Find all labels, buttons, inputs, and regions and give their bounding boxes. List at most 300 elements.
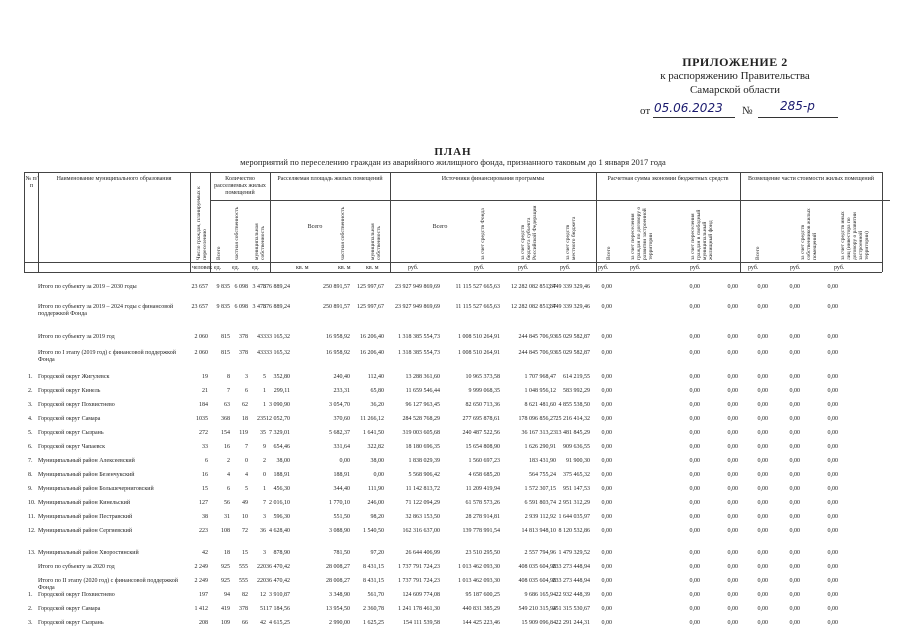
- cell-sav-a: 0,00: [689, 334, 700, 340]
- cell-region: 1 707 968,47: [524, 374, 556, 380]
- cell-people: 33: [202, 444, 208, 450]
- cell-r-priv: 66: [242, 620, 248, 626]
- header-extra-a: за счет средств собственников жилых помещений: [800, 208, 818, 260]
- cell-ext-b: 0,00: [827, 620, 838, 626]
- cell-sav: 0,00: [601, 388, 612, 394]
- cell-area: 2 016,10: [269, 500, 290, 506]
- row-municipality: Итого по I этапу (2019 год) с финансовой поддержкой Фонда: [38, 350, 176, 363]
- cell-a-mun: 36,20: [370, 402, 384, 408]
- unit-label: руб.: [408, 265, 419, 271]
- cell-sav: 0,00: [601, 350, 612, 356]
- cell-fund: 23 510 295,50: [465, 550, 500, 556]
- unit-label: руб.: [630, 265, 641, 271]
- date-prefix: от: [640, 105, 651, 117]
- cell-sav-a: 0,00: [689, 500, 700, 506]
- row-number: 8.: [28, 472, 33, 478]
- cell-r-priv: 119: [239, 430, 248, 436]
- cell-r-priv: 6 098: [234, 284, 248, 290]
- cell-ext-a: 0,00: [789, 620, 800, 626]
- cell-a-mun: 112,40: [367, 374, 384, 380]
- cell-sav-a: 0,00: [689, 350, 700, 356]
- cell-r-mun: 42: [260, 620, 266, 626]
- cell-a-priv: 2 990,00: [329, 620, 350, 626]
- cell-local: 65 029 582,87: [555, 350, 590, 356]
- cell-people: 2 060: [194, 350, 208, 356]
- cell-total: 1 318 385 554,73: [398, 334, 440, 340]
- cell-people: 184: [199, 402, 208, 408]
- cell-ext: 0,00: [757, 564, 768, 570]
- cell-sav-a: 0,00: [689, 620, 700, 626]
- cell-r-mun: 1: [263, 486, 266, 492]
- cell-sav: 0,00: [601, 304, 612, 310]
- cell-ext-a: 0,00: [789, 334, 800, 340]
- cell-a-mun: 1 540,50: [363, 528, 384, 534]
- cell-ext-b: 0,00: [827, 528, 838, 534]
- cell-region: 6 591 803,74: [524, 500, 556, 506]
- cell-local: 8 120 532,86: [558, 528, 590, 534]
- cell-sav: 0,00: [601, 458, 612, 464]
- cell-sav: 0,00: [601, 564, 612, 570]
- cell-people: 21: [202, 388, 208, 394]
- cell-sav: 0,00: [601, 578, 612, 584]
- cell-sav-b: 0,00: [727, 606, 738, 612]
- cell-sav-b: 0,00: [727, 578, 738, 584]
- header-funding-fund: за счет средств Фонда: [480, 208, 486, 260]
- cell-total: 11 142 813,72: [405, 486, 440, 492]
- cell-ext-a: 0,00: [789, 458, 800, 464]
- cell-fund: 61 578 573,26: [465, 500, 500, 506]
- unit-label: руб.: [748, 265, 759, 271]
- row-municipality: Городской округ Самара: [38, 416, 101, 422]
- header-name: Наименование муниципального образования: [56, 176, 172, 182]
- cell-total: 96 127 963,45: [405, 402, 440, 408]
- cell-r-mun: 220: [257, 564, 266, 570]
- cell-total: 124 609 774,08: [402, 592, 440, 598]
- cell-ext-a: 0,00: [789, 350, 800, 356]
- cell-r-mun: 2: [263, 458, 266, 464]
- header-rooms-municipal: муниципальная собственность: [254, 223, 266, 260]
- cell-ext: 0,00: [757, 458, 768, 464]
- row-municipality: Итого по субъекту за 2020 год: [38, 564, 115, 570]
- cell-sav-a: 0,00: [689, 430, 700, 436]
- cell-a-priv: 0,00: [339, 458, 350, 464]
- cell-r-priv: 49: [242, 500, 248, 506]
- cell-people: 15: [202, 486, 208, 492]
- cell-a-priv: 250 891,57: [323, 284, 350, 290]
- cell-rooms: 7: [227, 388, 230, 394]
- cell-sav-a: 0,00: [689, 416, 700, 422]
- cell-sav-a: 0,00: [689, 564, 700, 570]
- cell-a-priv: 16 958,92: [326, 334, 350, 340]
- cell-a-priv: 28 008,27: [326, 578, 350, 584]
- cell-a-mun: 246,00: [367, 500, 384, 506]
- cell-a-priv: 344,40: [333, 486, 350, 492]
- cell-sav-b: 0,00: [727, 620, 738, 626]
- cell-ext-b: 0,00: [827, 486, 838, 492]
- row-municipality: Итого по II этапу (2020 год) с финансовой поддержкой Фонда: [38, 578, 178, 591]
- header-funding-total: Всего: [432, 224, 448, 230]
- cell-area: 38,00: [276, 458, 290, 464]
- cell-a-mun: 561,70: [367, 592, 384, 598]
- cell-ext: 0,00: [757, 528, 768, 534]
- cell-people: 223: [199, 528, 208, 534]
- cell-ext: 0,00: [757, 374, 768, 380]
- cell-ext-b: 0,00: [827, 592, 838, 598]
- row-municipality: Городской округ Сызрань: [38, 430, 104, 436]
- unit-label: руб.: [474, 265, 485, 271]
- cell-r-mun: 1: [263, 388, 266, 394]
- cell-region: 549 210 315,94: [518, 606, 556, 612]
- row-number: 7.: [28, 458, 33, 464]
- cell-a-priv: 781,50: [333, 550, 350, 556]
- header-savings-b: за счет переселения граждан в свободный муниципальный жилищный фонд: [690, 209, 714, 260]
- cell-r-mun: 3 478: [252, 284, 266, 290]
- cell-local: 614 219,55: [563, 374, 590, 380]
- cell-sav-b: 0,00: [727, 402, 738, 408]
- cell-ext-b: 0,00: [827, 606, 838, 612]
- cell-fund: 440 831 385,29: [462, 606, 500, 612]
- unit-label: руб.: [598, 265, 609, 271]
- cell-ext-b: 0,00: [827, 374, 838, 380]
- cell-fund: 10 965 373,58: [465, 374, 500, 380]
- header-rooms-private: частная собственность: [234, 206, 240, 260]
- cell-ext-b: 0,00: [827, 304, 838, 310]
- cell-ext-a: 0,00: [789, 304, 800, 310]
- cell-total: 1 241 178 461,30: [398, 606, 440, 612]
- cell-fund: 15 654 808,90: [465, 444, 500, 450]
- row-number: 1.: [28, 592, 33, 598]
- cell-rooms: 94: [224, 592, 230, 598]
- cell-sav-a: 0,00: [689, 304, 700, 310]
- row-number: 10.: [28, 500, 36, 506]
- cell-fund: 277 695 878,61: [462, 416, 500, 422]
- row-number: 2.: [28, 388, 33, 394]
- header-area-total: Всего: [307, 224, 323, 230]
- cell-ext: 0,00: [757, 472, 768, 478]
- cell-rooms: 109: [221, 620, 230, 626]
- cell-ext-b: 0,00: [827, 284, 838, 290]
- cell-region: 244 845 706,93: [518, 350, 556, 356]
- appendix-block: [650, 55, 820, 97]
- cell-r-priv: 82: [242, 592, 248, 598]
- cell-r-priv: 15: [242, 550, 248, 556]
- cell-ext-a: 0,00: [789, 606, 800, 612]
- cell-r-priv: 378: [239, 334, 248, 340]
- cell-rooms: 815: [221, 350, 230, 356]
- cell-total: 5 568 906,42: [408, 472, 440, 478]
- cell-sav: 0,00: [601, 472, 612, 478]
- cell-ext: 0,00: [757, 592, 768, 598]
- cell-area: 17 184,56: [266, 606, 290, 612]
- cell-region: 1 048 956,12: [524, 388, 556, 394]
- cell-ext-b: 0,00: [827, 416, 838, 422]
- cell-sav-b: 0,00: [727, 334, 738, 340]
- cell-ext-a: 0,00: [789, 472, 800, 478]
- cell-region: 36 167 313,23: [521, 430, 556, 436]
- cell-total: 26 644 406,99: [405, 550, 440, 556]
- cell-a-priv: 331,64: [333, 444, 350, 450]
- cell-rooms: 154: [221, 430, 230, 436]
- cell-people: 1035: [196, 416, 208, 422]
- cell-a-priv: 3 088,90: [329, 528, 350, 534]
- cell-a-priv: 1 770,10: [329, 500, 350, 506]
- row-municipality: Городской округ Сызрань: [38, 620, 104, 626]
- row-number: 11.: [28, 514, 36, 520]
- cell-total: 162 316 637,00: [402, 528, 440, 534]
- cell-area: 456,30: [273, 486, 290, 492]
- cell-sav-a: 0,00: [689, 514, 700, 520]
- cell-r-mun: 36: [260, 528, 266, 534]
- cell-area: 376 889,24: [263, 284, 290, 290]
- cell-sav-a: 0,00: [689, 578, 700, 584]
- header-rooms-total: Всего: [216, 246, 222, 260]
- cell-a-priv: 250 891,57: [323, 304, 350, 310]
- cell-local: 233 273 448,94: [552, 564, 590, 570]
- cell-ext: 0,00: [757, 350, 768, 356]
- cell-area: 12 052,70: [266, 416, 290, 422]
- cell-r-priv: 378: [239, 350, 248, 356]
- cell-r-mun: 51: [260, 606, 266, 612]
- header-people: Число граждан, планируемых к переселению: [196, 186, 208, 260]
- cell-total: 284 528 768,29: [402, 416, 440, 422]
- cell-sav-a: 0,00: [689, 528, 700, 534]
- cell-people: 208: [199, 620, 208, 626]
- cell-a-mun: 125 997,67: [357, 284, 384, 290]
- cell-rooms: 9 835: [216, 284, 230, 290]
- cell-rooms: 108: [221, 528, 230, 534]
- handwritten-number: 285-р: [780, 99, 815, 113]
- cell-sav: 0,00: [601, 374, 612, 380]
- cell-rooms: 815: [221, 334, 230, 340]
- cell-ext-b: 0,00: [827, 444, 838, 450]
- row-number: 6.: [28, 444, 33, 450]
- cell-a-mun: 38,00: [370, 458, 384, 464]
- cell-r-priv: 10: [242, 514, 248, 520]
- cell-rooms: 18: [224, 550, 230, 556]
- cell-sav: 0,00: [601, 592, 612, 598]
- cell-ext-a: 0,00: [789, 514, 800, 520]
- cell-r-priv: 18: [242, 416, 248, 422]
- plan-subtitle: мероприятий по переселению граждан из аварийного жилищного фонда, признанного таковым до 1 января 2017 года: [240, 157, 666, 167]
- unit-label: кв. м: [296, 265, 309, 271]
- cell-fund: 144 425 223,46: [462, 620, 500, 626]
- row-municipality: Городской округ Кинель: [38, 388, 101, 394]
- cell-fund: 1 008 510 264,91: [458, 334, 500, 340]
- row-municipality: Муниципальный район Безенчукский: [38, 472, 135, 478]
- cell-ext: 0,00: [757, 430, 768, 436]
- cell-area: 376 889,24: [263, 304, 290, 310]
- cell-a-mun: 16 206,40: [360, 334, 384, 340]
- cell-sav-a: 0,00: [689, 284, 700, 290]
- number-underline: [758, 117, 838, 118]
- cell-a-priv: 16 958,92: [326, 350, 350, 356]
- unit-label: ед.: [252, 265, 260, 271]
- cell-sav: 0,00: [601, 334, 612, 340]
- cell-sav: 0,00: [601, 620, 612, 626]
- cell-r-mun: 3: [263, 550, 266, 556]
- cell-ext-a: 0,00: [789, 486, 800, 492]
- cell-ext: 0,00: [757, 606, 768, 612]
- cell-sav-a: 0,00: [689, 592, 700, 598]
- cell-local: 233 273 448,94: [552, 578, 590, 584]
- header-funding-region: за счет средств бюджета субъекта Российской Федерации: [520, 205, 538, 260]
- cell-ext-a: 0,00: [789, 388, 800, 394]
- cell-people: 2 249: [194, 578, 208, 584]
- cell-sav-b: 0,00: [727, 528, 738, 534]
- cell-ext-b: 0,00: [827, 334, 838, 340]
- cell-r-mun: 433: [257, 350, 266, 356]
- cell-sav-b: 0,00: [727, 304, 738, 310]
- cell-people: 2 060: [194, 334, 208, 340]
- cell-rooms: 4: [227, 472, 230, 478]
- cell-local: 3 449 339 329,46: [548, 304, 590, 310]
- cell-people: 16: [202, 472, 208, 478]
- cell-r-mun: 433: [257, 334, 266, 340]
- cell-total: 13 288 361,60: [405, 374, 440, 380]
- cell-sav-b: 0,00: [727, 514, 738, 520]
- cell-r-priv: 6 098: [234, 304, 248, 310]
- header-savings: Расчетная сумма экономии бюджетных средств: [607, 176, 729, 182]
- cell-sav-b: 0,00: [727, 500, 738, 506]
- cell-sav-b: 0,00: [727, 388, 738, 394]
- row-municipality: Городской округ Чапаевск: [38, 444, 105, 450]
- cell-ext: 0,00: [757, 304, 768, 310]
- cell-r-mun: 9: [263, 444, 266, 450]
- cell-r-priv: 6: [245, 388, 248, 394]
- cell-area: 36 470,42: [266, 564, 290, 570]
- cell-sav: 0,00: [601, 486, 612, 492]
- cell-ext-a: 0,00: [789, 284, 800, 290]
- cell-ext-a: 0,00: [789, 430, 800, 436]
- row-municipality: Муниципальный район Сергиевский: [38, 528, 133, 534]
- unit-label: кв. м: [366, 265, 379, 271]
- cell-sav: 0,00: [601, 444, 612, 450]
- cell-ext-a: 0,00: [789, 500, 800, 506]
- cell-ext: 0,00: [757, 284, 768, 290]
- cell-total: 18 180 696,35: [405, 444, 440, 450]
- cell-a-priv: 28 008,27: [326, 564, 350, 570]
- cell-region: 14 813 948,10: [521, 528, 556, 534]
- cell-r-priv: 5: [245, 486, 248, 492]
- cell-total: 1 318 385 554,73: [398, 350, 440, 356]
- cell-r-mun: 0: [263, 472, 266, 478]
- cell-ext-a: 0,00: [789, 564, 800, 570]
- cell-total: 1 737 791 724,23: [398, 564, 440, 570]
- header-rooms: Количество расселяемых жилых помещений: [214, 176, 266, 196]
- cell-ext-a: 0,00: [789, 374, 800, 380]
- cell-area: 188,91: [273, 472, 290, 478]
- cell-a-mun: 0,00: [373, 472, 384, 478]
- cell-r-mun: 235: [257, 416, 266, 422]
- row-number: 4.: [28, 416, 33, 422]
- cell-local: 65 029 582,87: [555, 334, 590, 340]
- cell-local: 951 147,53: [563, 486, 590, 492]
- cell-sav-b: 0,00: [727, 486, 738, 492]
- header-funding: Источники финансирования программы: [441, 176, 545, 182]
- row-municipality: Городской округ Жигулевск: [38, 374, 110, 380]
- cell-area: 4 628,40: [269, 528, 290, 534]
- header-area-private: частная собственность: [340, 206, 346, 260]
- cell-ext-a: 0,00: [789, 592, 800, 598]
- cell-a-mun: 97,20: [370, 550, 384, 556]
- cell-r-mun: 35: [260, 430, 266, 436]
- cell-a-priv: 5 682,37: [329, 430, 350, 436]
- cell-fund: 1 013 462 093,30: [458, 564, 500, 570]
- row-municipality: Муниципальный район Большечерниговский: [38, 486, 154, 492]
- row-municipality: Муниципальный район Хворостянский: [38, 550, 139, 556]
- header-area-municipal: муниципальная собственность: [370, 223, 382, 260]
- cell-sav: 0,00: [601, 550, 612, 556]
- cell-sav-a: 0,00: [689, 486, 700, 492]
- cell-rooms: 925: [221, 564, 230, 570]
- cell-total: 32 863 153,50: [405, 514, 440, 520]
- row-municipality: Итого по субъекту за 2019 год: [38, 334, 115, 340]
- cell-a-mun: 111,90: [367, 486, 384, 492]
- cell-a-priv: 370,60: [333, 416, 350, 422]
- row-municipality: Городской округ Похвистнево: [38, 592, 115, 598]
- header-area: Расселяемая площадь жилых помещений: [277, 176, 383, 182]
- cell-sav: 0,00: [601, 606, 612, 612]
- cell-r-mun: 12: [260, 592, 266, 598]
- cell-ext-a: 0,00: [789, 550, 800, 556]
- cell-a-priv: 3 054,70: [329, 402, 350, 408]
- cell-fund: 1 013 462 093,30: [458, 578, 500, 584]
- cell-r-mun: 1: [263, 402, 266, 408]
- handwritten-date: 05.06.2023: [654, 101, 723, 115]
- cell-total: 23 927 949 869,69: [395, 284, 440, 290]
- cell-a-priv: 233,31: [333, 388, 350, 394]
- cell-rooms: 9 835: [216, 304, 230, 310]
- cell-ext-a: 0,00: [789, 528, 800, 534]
- cell-local: 91 900,30: [566, 458, 590, 464]
- cell-local: 909 636,55: [563, 444, 590, 450]
- cell-r-mun: 7: [263, 500, 266, 506]
- cell-sav-b: 0,00: [727, 430, 738, 436]
- appendix-line-1: к распоряжению Правительства: [660, 70, 810, 82]
- row-number: 3.: [28, 402, 33, 408]
- cell-ext-b: 0,00: [827, 430, 838, 436]
- cell-r-priv: 555: [239, 564, 248, 570]
- cell-sav-a: 0,00: [689, 606, 700, 612]
- cell-r-mun: 3: [263, 514, 266, 520]
- cell-ext: 0,00: [757, 550, 768, 556]
- cell-r-mun: 3 478: [252, 304, 266, 310]
- cell-region: 2 939 112,92: [524, 514, 556, 520]
- cell-rooms: 925: [221, 578, 230, 584]
- cell-total: 1 838 029,39: [408, 458, 440, 464]
- cell-region: 178 096 856,27: [518, 416, 556, 422]
- cell-ext-b: 0,00: [827, 350, 838, 356]
- cell-sav: 0,00: [601, 284, 612, 290]
- cell-region: 12 282 082 851,37: [511, 304, 556, 310]
- cell-people: 23 657: [191, 304, 208, 310]
- cell-sav-a: 0,00: [689, 472, 700, 478]
- cell-a-priv: 240,40: [333, 374, 350, 380]
- row-number: 2.: [28, 606, 33, 612]
- cell-total: 23 927 949 869,69: [395, 304, 440, 310]
- cell-region: 564 755,24: [529, 472, 556, 478]
- cell-area: 4 615,25: [269, 620, 290, 626]
- cell-r-priv: 555: [239, 578, 248, 584]
- appendix-line-2: Самарской области: [689, 84, 781, 96]
- cell-total: 71 122 094,29: [405, 500, 440, 506]
- unit-label: руб.: [560, 265, 571, 271]
- row-municipality: Городской округ Похвистнево: [38, 402, 115, 408]
- cell-total: 1 737 791 724,23: [398, 578, 440, 584]
- cell-sav-b: 0,00: [727, 284, 738, 290]
- cell-region: 1 572 307,15: [524, 486, 556, 492]
- cell-sav-b: 0,00: [727, 444, 738, 450]
